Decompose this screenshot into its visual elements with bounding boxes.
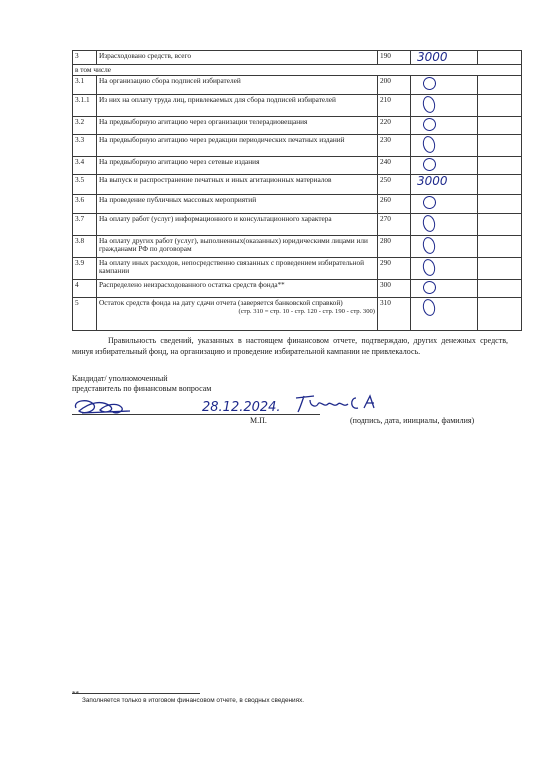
row-extra-cell (478, 76, 522, 94)
row-value (411, 76, 478, 94)
row-value (411, 116, 478, 134)
row-description-text: На предвыборную агитацию через сетевые издания (99, 157, 260, 167)
signature-line (72, 414, 320, 415)
row-number: 3.3 (73, 135, 97, 157)
table-row (73, 235, 522, 257)
row-code: 280 (378, 235, 411, 257)
row-description (97, 94, 378, 116)
footnote-text: Заполняется только в итоговом финансовом отчете, в сводных сведениях. (82, 697, 305, 704)
row-extra-cell (478, 94, 522, 116)
row-code: 260 (378, 195, 411, 213)
handwritten-zero (422, 280, 437, 295)
row-number: 3.1.1 (73, 94, 97, 116)
expense-table (72, 50, 522, 331)
row-code: 290 (378, 258, 411, 280)
row-description (97, 175, 378, 195)
row-description-text: На проведение публичных массовых мероприятий (99, 195, 257, 205)
row-description-text: Из них на оплату труда лиц, привлекаемых для сбора подписей избирателей (99, 94, 336, 104)
table-row (73, 76, 522, 94)
row-extra-cell (478, 51, 522, 65)
row-value (411, 94, 478, 116)
row-description-text: На оплату иных расходов, непосредственно связанных с проведением избирательной кампании (99, 258, 365, 276)
handwritten-zero (421, 236, 436, 255)
row-description (97, 298, 378, 331)
table-row (73, 135, 522, 157)
footnote-mark: ** (72, 690, 79, 698)
handwritten-zero (422, 117, 437, 132)
row-formula: (стр. 310 = стр. 10 - стр. 120 - стр. 190 - стр. 300) (238, 307, 375, 315)
table-row (73, 157, 522, 175)
row-description (97, 280, 378, 298)
signer-label-line2: представитель по финансовым вопросам (72, 384, 212, 393)
row-description (97, 213, 378, 235)
handwritten-value: 3000 (417, 50, 448, 64)
row-extra-cell (478, 157, 522, 175)
table-row (73, 175, 522, 195)
row-number: 3.6 (73, 195, 97, 213)
handwritten-zero (421, 95, 436, 114)
signer-label (72, 374, 252, 394)
row-extra-cell (478, 135, 522, 157)
row-value (411, 135, 478, 157)
handwritten-date: 28.12.2024. (202, 400, 281, 415)
row-number: 3.4 (73, 157, 97, 175)
table-row (73, 298, 522, 331)
row-extra-cell (478, 235, 522, 257)
handwritten-zero (422, 76, 437, 91)
section-label: в том числе (73, 65, 522, 76)
row-value (411, 213, 478, 235)
row-value (411, 157, 478, 175)
footnote-reference: ** (277, 281, 285, 290)
handwritten-zero (421, 258, 436, 277)
table-row (73, 280, 522, 298)
handwritten-zero (421, 135, 436, 154)
row-description (97, 195, 378, 213)
row-extra-cell (478, 175, 522, 195)
row-code: 210 (378, 94, 411, 116)
row-value (411, 175, 478, 195)
table-row (73, 258, 522, 280)
row-description (97, 235, 378, 257)
row-description-text: На оплату других работ (услуг), выполненных(оказанных) юридическими лицами или гражданами РФ по договорам (99, 235, 368, 254)
row-extra-cell (478, 298, 522, 331)
row-number: 3.8 (73, 235, 97, 257)
row-number: 3.9 (73, 258, 97, 280)
row-code: 310 (378, 298, 411, 331)
handwritten-zero (421, 298, 436, 317)
row-code: 190 (378, 51, 411, 65)
row-description-text: Остаток средств фонда на дату сдачи отчета (заверяется банковской справкой) (99, 298, 343, 308)
table-row (73, 195, 522, 213)
row-code: 250 (378, 175, 411, 195)
row-value (411, 258, 478, 280)
row-number: 3.2 (73, 116, 97, 134)
row-code: 220 (378, 116, 411, 134)
row-description-text: Распределено неизрасходованного остатка средств фонда (99, 280, 278, 290)
table-row (73, 94, 522, 116)
row-extra-cell (478, 280, 522, 298)
row-value (411, 51, 478, 65)
row-value (411, 235, 478, 257)
row-description (97, 157, 378, 175)
row-description (97, 135, 378, 157)
row-extra-cell (478, 213, 522, 235)
table-row (73, 213, 522, 235)
row-extra-cell (478, 116, 522, 134)
row-code: 270 (378, 213, 411, 235)
table-section-row (73, 65, 522, 76)
row-value (411, 195, 478, 213)
row-number: 3.7 (73, 213, 97, 235)
signature-hint: (подпись, дата, инициалы, фамилия) (350, 416, 475, 425)
footnote-separator (72, 693, 200, 694)
row-description (97, 116, 378, 134)
row-value (411, 280, 478, 298)
row-description-text: На предвыборную агитацию через организации телерадиовещания (99, 116, 308, 126)
row-code: 300 (378, 280, 411, 298)
confirmation-statement: Правильность сведений, указанных в настоящем финансовом отчете, подтверждаю, других денежных средств, минуя избирательный фонд, на организацию и проведение избирательной кампании не привлекалось. (72, 336, 508, 356)
row-description-text: На предвыборную агитацию через редакции периодических печатных изданий (99, 135, 345, 145)
row-extra-cell (478, 258, 522, 280)
signature-scribble-right (292, 392, 378, 416)
row-description (97, 51, 378, 65)
row-number: 4 (73, 280, 97, 298)
row-description (97, 258, 378, 280)
table-row (73, 116, 522, 134)
row-number: 5 (73, 298, 97, 331)
row-description-text: На выпуск и распространение печатных и иных агитационных материалов (99, 175, 332, 185)
row-description (97, 76, 378, 94)
handwritten-zero (422, 157, 437, 172)
row-extra-cell (478, 195, 522, 213)
row-value (411, 298, 478, 331)
row-description-text: На оплату работ (услуг) информационного и консультационного характера (99, 213, 332, 223)
row-code: 200 (378, 76, 411, 94)
handwritten-value: 3000 (417, 174, 448, 189)
row-code: 230 (378, 135, 411, 157)
row-number: 3.1 (73, 76, 97, 94)
row-number: 3.5 (73, 175, 97, 195)
row-code: 240 (378, 157, 411, 175)
row-description-text: На организацию сбора подписей избирателей (99, 76, 241, 86)
table-row (73, 51, 522, 65)
handwritten-zero (421, 214, 436, 233)
stamp-placeholder: М.П. (250, 416, 267, 425)
signer-label-line1: Кандидат/ уполномоченный (72, 374, 168, 383)
handwritten-zero (422, 195, 437, 210)
row-number: 3 (73, 51, 97, 65)
row-description-text: Израсходовано средств, всего (99, 51, 192, 60)
